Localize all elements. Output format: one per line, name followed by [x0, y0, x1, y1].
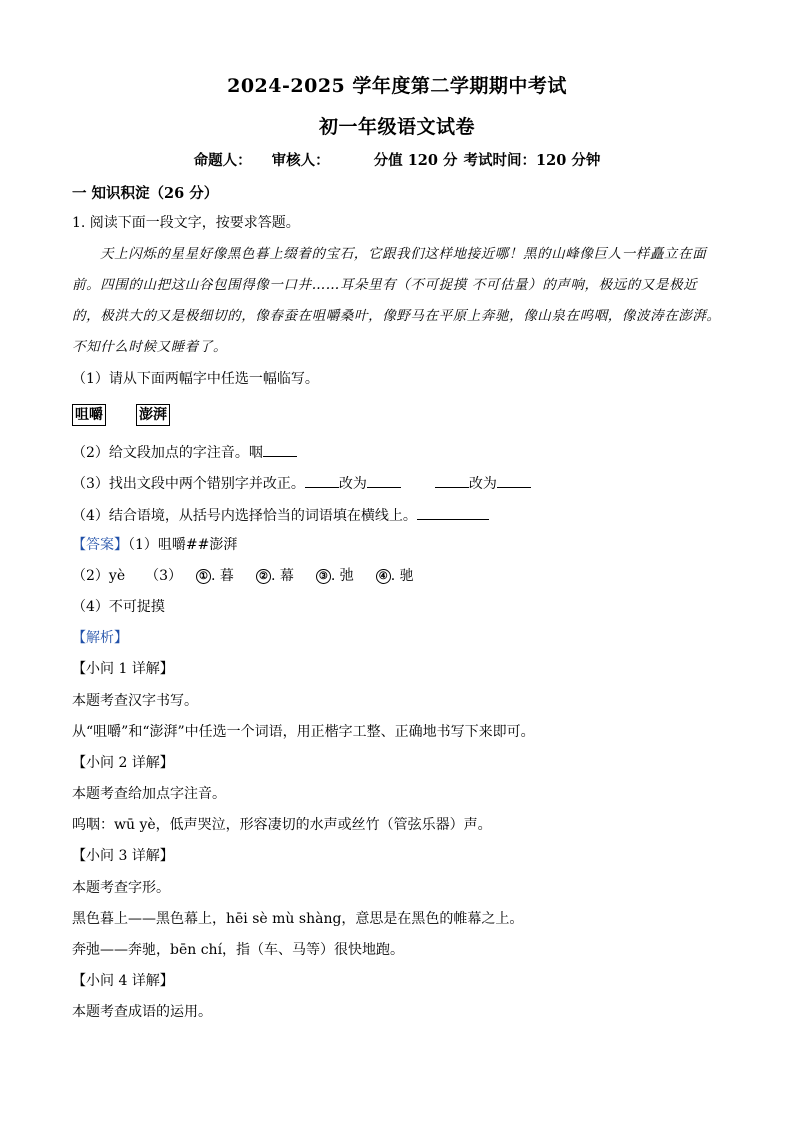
sub-question-4-text: （4）结合语境，从括号内选择恰当的词语填在横线上。 — [72, 508, 417, 524]
analysis-text: 奔弛——奔驰，bēn chí，指（车、马等）很快地跑。 — [72, 942, 405, 958]
exam-meta — [0, 149, 794, 170]
answer-blank[interactable] — [263, 442, 297, 457]
answer-blank[interactable] — [417, 505, 489, 520]
analysis-text: 本题考查给加点字注音。 — [72, 786, 226, 802]
analysis-text: 本题考查汉字书写。 — [72, 693, 198, 709]
answer-blank[interactable] — [367, 473, 401, 488]
circled-number: ① — [196, 569, 211, 584]
section-heading: 一 知识积淀（26 分） — [72, 185, 219, 202]
sub-question-3-text: （3）找出文段中两个错别字并改正。 — [72, 476, 305, 492]
analysis-head: 【小问 1 详解】 — [72, 661, 174, 677]
passage-line: 前。四围的山把这山谷包围得像一口井……耳朵里有（不可捉摸 不可估量）的声响，极远的又是极近 — [72, 277, 698, 293]
exam-title: 2024-2025 学年度第二学期期中考试 — [227, 75, 567, 97]
circled-number: ③ — [316, 569, 331, 584]
reviewer-label: 审核人： — [271, 152, 330, 169]
sub-question-1: （1）请从下面两幅字中任选一幅临写。 — [72, 371, 319, 387]
analysis-head: 【小问 2 详解】 — [72, 755, 174, 771]
passage-line: 天上闪烁的星星好像黑色暮上缀着的宝石，它跟我们这样地接近哪！黑的山峰像巨人一样矗立在面 — [100, 246, 707, 262]
change-to-label: 改为 — [468, 476, 497, 492]
answer-line-2 — [72, 567, 414, 585]
analysis-head: 【小问 3 详解】 — [72, 848, 174, 864]
answer-text: （2）yè — [72, 568, 126, 584]
author-label: 命题人： — [193, 152, 252, 169]
analysis-tag: 【解析】 — [72, 630, 128, 646]
answer-text: . 暮 — [211, 568, 234, 584]
time-info: 考试时间：120 分钟 — [463, 152, 601, 169]
answer-text: （1）咀嚼##澎湃 — [128, 537, 238, 553]
analysis-head: 【小问 4 详解】 — [72, 973, 174, 989]
score-info: 分值 120 分 — [373, 152, 458, 169]
answer-text: . 幕 — [270, 568, 294, 584]
answer-line-1 — [72, 536, 237, 554]
analysis-text: 呜咽：wū yè，低声哭泣，形容凄切的水声或丝竹（管弦乐器）声。 — [72, 817, 492, 833]
analysis-text: 黑色暮上——黑色幕上，hēi sè mù shàng，意思是在黑色的帷幕之上。 — [72, 911, 524, 927]
sub-question-4 — [72, 505, 489, 525]
sub-question-2-text: （2）给文段加点的字注音。咽 — [72, 445, 263, 461]
copy-word-box: 咀嚼 — [72, 404, 106, 426]
passage-line: 的，极洪大的又是极细切的，像春蚕在咀嚼桑叶，像野马在平原上奔驰，像山泉在呜咽，像波涛在澎湃。 — [72, 308, 721, 324]
copy-word-box: 澎湃 — [136, 404, 170, 426]
answer-blank[interactable] — [305, 473, 339, 488]
answer-text: （3） — [145, 568, 183, 584]
analysis-text: 本题考查成语的运用。 — [72, 1004, 212, 1020]
answer-text: . 驰 — [390, 568, 414, 584]
answer-tag: 【答案】 — [72, 537, 128, 553]
exam-subtitle: 初一年级语文试卷 — [318, 116, 475, 138]
change-to-label: 改为 — [338, 476, 367, 492]
circled-number: ② — [256, 569, 271, 584]
passage-line: 不知什么时候又睡着了。 — [72, 339, 228, 355]
answer-blank[interactable] — [497, 473, 531, 488]
sub-question-2 — [72, 442, 297, 462]
analysis-text: 从“咀嚼”和“澎湃”中任选一个词语，用正楷字工整、正确地书写下来即可。 — [72, 724, 535, 740]
question-stem: 1. 阅读下面一段文字，按要求答题。 — [72, 215, 300, 231]
answer-blank[interactable] — [435, 473, 469, 488]
analysis-text: 本题考查字形。 — [72, 880, 170, 896]
circled-number: ④ — [376, 569, 391, 584]
sub-question-3 — [72, 473, 531, 493]
answer-text: . 弛 — [330, 568, 354, 584]
answer-line-3: （4）不可捉摸 — [72, 599, 165, 615]
